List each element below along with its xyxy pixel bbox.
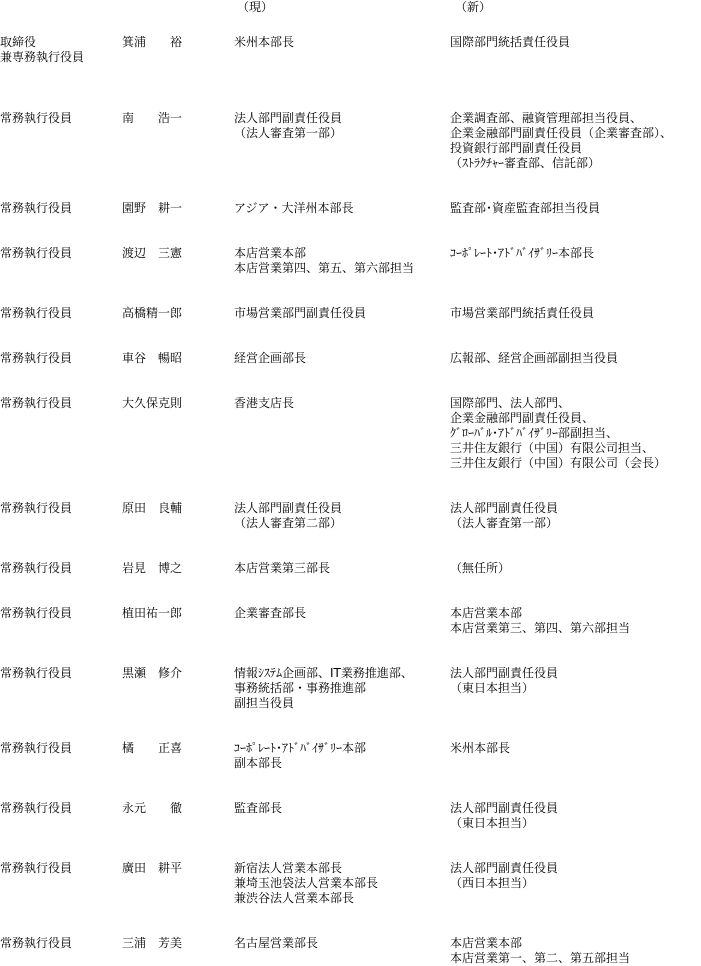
new-post: 米州本部長 <box>450 741 511 755</box>
position-title: 常務執行役員 <box>0 501 73 515</box>
new-post: 企業調査部、融資管理部担当役員、 企業金融部門副責任役員（企業審査部）、 投資銀行部門副責任役員 （ｽﾄﾗｸﾁｬｰ審査部、信託部） <box>450 111 673 170</box>
new-post: 国際部門、法人部門、 企業金融部門副責任役員、 ｸﾞﾛｰﾊﾞﾙ･ｱﾄﾞﾊﾞｲｻﾞﾘｰ部副担当、 三井住友銀行（中国）有限公司担当、 三井住友銀行（中国）有限公司（会長） <box>450 396 667 470</box>
person-name: 橘 正喜 <box>122 741 183 755</box>
position-title: 常務執行役員 <box>0 351 73 365</box>
person-name: 高橋精一郎 <box>122 306 183 320</box>
current-post: 香港支店長 <box>234 396 295 410</box>
current-post: 監査部長 <box>234 801 283 815</box>
new-post: （無任所） <box>450 561 511 575</box>
new-post: 監査部･資産監査部担当役員 <box>450 201 601 215</box>
position-title: 常務執行役員 <box>0 246 73 260</box>
new-post: 法人部門副責任役員 （東日本担当） <box>450 666 559 695</box>
position-title: 常務執行役員 <box>0 606 73 620</box>
current-post: 本店営業第三部長 <box>234 561 331 575</box>
new-post: 法人部門副責任役員 （法人審査第一部） <box>450 501 559 530</box>
position-title: 常務執行役員 <box>0 201 73 215</box>
position-title: 常務執行役員 <box>0 561 73 575</box>
new-post: 法人部門副責任役員 （西日本担当） <box>450 861 559 890</box>
person-name: 植田祐一郎 <box>122 606 183 620</box>
person-name: 永元 徹 <box>122 801 183 815</box>
current-post: 経営企画部長 <box>234 351 307 365</box>
current-post: 新宿法人営業本部長 兼埼玉池袋法人営業本部長 兼渋谷法人営業本部長 <box>234 861 379 905</box>
person-name: 岩見 博之 <box>122 561 183 575</box>
position-title: 常務執行役員 <box>0 801 73 815</box>
person-name: 黒瀬 修介 <box>122 666 183 680</box>
current-post: 法人部門副責任役員 （法人審査第一部） <box>234 111 343 140</box>
position-title: 常務執行役員 <box>0 396 73 410</box>
person-name: 車谷 暢昭 <box>122 351 183 365</box>
current-post: 米州本部長 <box>234 35 295 49</box>
person-name: 渡辺 三憲 <box>122 246 183 260</box>
person-name: 大久保克則 <box>122 396 183 410</box>
person-name: 南 浩一 <box>122 111 183 125</box>
person-name: 箕浦 裕 <box>122 35 183 49</box>
new-post: ｺｰﾎﾟﾚｰﾄ･ｱﾄﾞﾊﾞｲｻﾞﾘｰ本部長 <box>450 246 595 260</box>
current-post: 法人部門副責任役員 （法人審査第二部） <box>234 501 343 530</box>
person-name: 三浦 芳美 <box>122 936 183 950</box>
new-post: 本店営業本部 本店営業第一、第二、第五部担当 <box>450 936 631 965</box>
current-post: 企業審査部長 <box>234 606 307 620</box>
new-post: 市場営業部門統括責任役員 <box>450 306 595 320</box>
person-name: 廣田 耕平 <box>122 861 183 875</box>
new-post: 法人部門副責任役員 （東日本担当） <box>450 801 559 830</box>
new-post: 広報部、経営企画部副担当役員 <box>450 351 619 365</box>
current-post: 市場営業部門副責任役員 <box>234 306 367 320</box>
current-post: 情報ｼｽﾃﾑ企画部、IT業務推進部、 事務統括部・事務推進部 副担当役員 <box>234 666 413 710</box>
position-title: 常務執行役員 <box>0 666 73 680</box>
position-title: 常務執行役員 <box>0 936 73 950</box>
new-post: 国際部門統括責任役員 <box>450 35 571 49</box>
current-post: 本店営業本部 本店営業第四、第五、第六部担当 <box>234 246 415 275</box>
current-post: ｺｰﾎﾟﾚｰﾄ･ｱﾄﾞﾊﾞｲｻﾞﾘｰ本部 副本部長 <box>234 741 367 770</box>
position-title: 常務執行役員 <box>0 861 73 875</box>
person-name: 原田 良輔 <box>122 501 183 515</box>
new-post: 本店営業本部 本店営業第三、第四、第六部担当 <box>450 606 631 635</box>
position-title: 取締役 兼専務執行役員 <box>0 35 85 64</box>
column-header-new: （新） <box>455 0 492 14</box>
column-header-current: （現） <box>237 0 274 14</box>
position-title: 常務執行役員 <box>0 111 73 125</box>
current-post: アジア・大洋州本部長 <box>234 201 354 215</box>
position-title: 常務執行役員 <box>0 306 73 320</box>
person-name: 園野 耕一 <box>122 201 183 215</box>
position-title: 常務執行役員 <box>0 741 73 755</box>
current-post: 名古屋営業部長 <box>234 936 319 950</box>
